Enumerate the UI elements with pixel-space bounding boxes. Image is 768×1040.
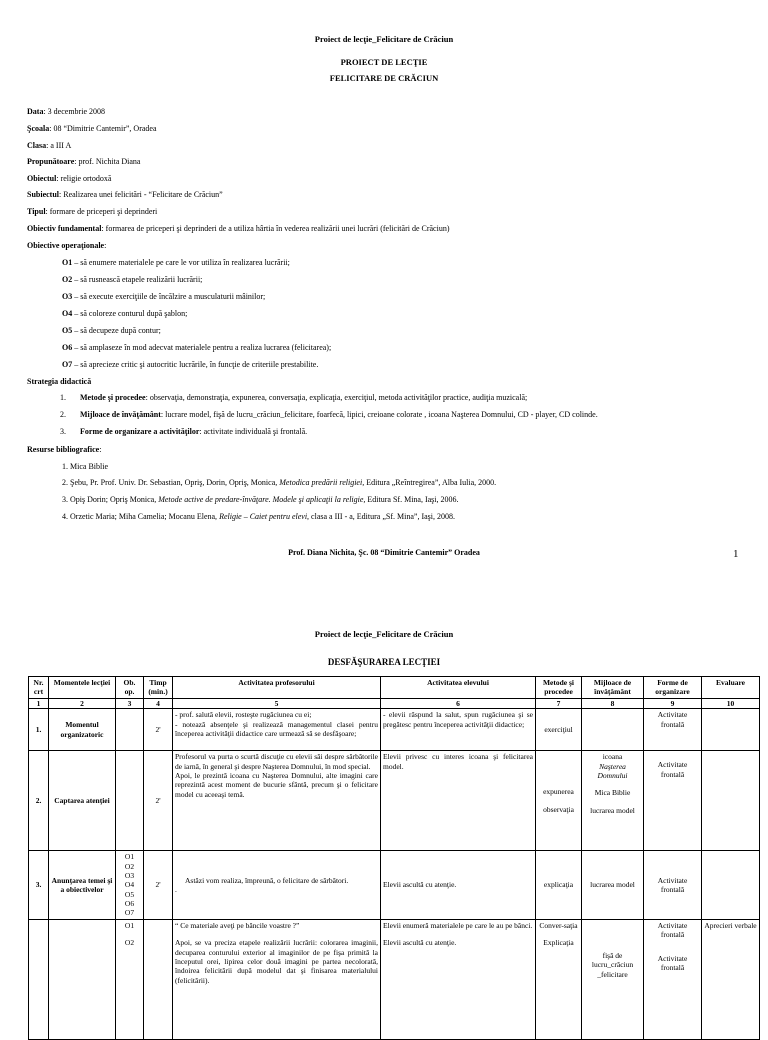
- strategy-label: Forme de organizare a activităţilor: [80, 427, 200, 436]
- time-minutes: 2': [144, 751, 173, 851]
- table-row: [29, 751, 760, 851]
- meta-value: : prof. Nichita Diana: [74, 157, 141, 166]
- strategy-heading: Strategia didactică: [27, 377, 92, 386]
- meta-label: Tipul: [27, 207, 46, 216]
- document-header: Proiect de lecţie_Felicitare de Crăciun: [314, 629, 454, 639]
- teacher-activity: [173, 851, 381, 920]
- teaching-means: [582, 851, 644, 920]
- means-text: Mica Biblie: [594, 788, 631, 798]
- page-title: PROIECT DE LECŢIE: [340, 57, 428, 67]
- means-text: fişă de lucru_crăciun _felicitare: [591, 950, 634, 979]
- meta-line: [27, 241, 747, 251]
- objective-code: O6: [124, 899, 135, 908]
- strategy-value: : activitate individuală şi frontală.: [199, 427, 308, 436]
- objective-code: O5: [62, 326, 73, 335]
- means-text: icoana: [602, 752, 623, 762]
- objective-item: [62, 360, 318, 370]
- table-column-number-row: [29, 698, 760, 708]
- page-subtitle: FELICITARE DE CRĂCIUN: [329, 73, 439, 83]
- column-number: 4: [144, 698, 173, 708]
- meta-value: : 08 “Dimitrie Cantemir”, Oradea: [49, 124, 157, 133]
- meta-label: Obiectiv fundamental: [27, 224, 102, 233]
- meta-line: [27, 141, 747, 151]
- column-number: 3: [116, 698, 144, 708]
- bibliography-title: Religie – Caiet pentru elevi: [219, 512, 308, 521]
- meta-label: Obiectul: [27, 174, 57, 183]
- objective-code: O5: [124, 889, 135, 899]
- form-text: Activitate frontală: [657, 875, 688, 894]
- objective-item: [62, 275, 202, 285]
- student-activity-text: Elevii ascultă cu atenţie.: [383, 938, 457, 948]
- meta-line: [27, 157, 747, 167]
- objective-item: [62, 343, 331, 353]
- spacer: [538, 930, 579, 938]
- objective-item: [62, 309, 187, 319]
- objective-item: [62, 326, 161, 336]
- objective-text: – să execute exerciţiile de încălzire a musculaturii mâinilor;: [72, 292, 266, 301]
- meta-value: : religie ortodoxă: [56, 174, 112, 183]
- means-text: lucrarea model: [590, 805, 635, 815]
- bibliography-item: [62, 512, 455, 522]
- signature-line: Prof. Diana Nichita, Şc. 08 “Dimitrie Cantemir” Oradea: [288, 548, 480, 557]
- objective-item: [62, 258, 290, 268]
- spacer: [383, 930, 533, 938]
- teaching-means: [582, 709, 644, 751]
- student-activity-text: - elevii răspund la salut, spun rugăciunea şi se pregătesc pentru începerea activităţii didactice;: [383, 710, 533, 729]
- objective-text: – să decupeze după contur;: [72, 326, 161, 335]
- form-text: Activitate frontală: [657, 710, 688, 729]
- column-header: Activitatea elevului: [381, 677, 536, 699]
- objective-code: O4: [62, 309, 73, 318]
- meta-line: [27, 107, 747, 117]
- objective-code: O3: [62, 292, 73, 301]
- table-row: [29, 919, 760, 1039]
- form-text: Activitate frontală: [657, 760, 688, 779]
- objective-item: [62, 292, 265, 302]
- strategy-number: 1.: [60, 393, 66, 402]
- bibliography-text: 2. Şebu, Pr. Prof. Univ. Dr. Sebastian, Opriş, Dorin, Opriş, Monica,: [62, 478, 280, 487]
- objective-text: – să amplaseze în mod adecvat materialele pentru a realiza lucrarea (felicitarea);: [72, 343, 332, 352]
- meta-value: : Realizarea unei felicitări - “Felicitare de Crăciun”: [59, 190, 223, 199]
- student-activity-text: Elevii ascultă cu atenţie.: [383, 880, 457, 890]
- column-header: Mijloace de învăţământ: [582, 677, 644, 699]
- student-activity-text: Elevii privesc cu interes icoana şi felicitarea model.: [383, 752, 533, 771]
- column-header: Evaluare: [702, 677, 760, 699]
- objective-code: O2: [124, 861, 135, 871]
- objective-text: – să aprecieze critic şi autocritic lucrările, în funcţie de criteriile prestabilite.: [72, 360, 319, 369]
- bibliography-text: 3. Opiş Dorin; Opriş Monica,: [62, 495, 159, 504]
- objective-code: O7: [124, 908, 135, 918]
- meta-value: : formarea de priceperi şi deprinderi de a utiliza hârtia în vederea realizării unei lucrări (felicitări de Crăciun): [101, 224, 450, 233]
- spacer: [538, 797, 579, 805]
- bibliography-item: [62, 462, 108, 472]
- objective-code: O1: [62, 258, 73, 267]
- bibliography-text: Editura Sf. Mina, Iaşi, 2006.: [365, 495, 459, 504]
- method-text: exerciţiul: [544, 724, 573, 734]
- meta-label: Clasa: [27, 141, 47, 150]
- bibliography-item: [62, 495, 459, 505]
- organization-forms: [644, 851, 702, 920]
- bibliography-text: 4. Orzetic Maria; Miha Camelia; Mocanu Elena,: [62, 512, 220, 521]
- row-number: [29, 919, 49, 1039]
- objective-code: O1: [124, 852, 135, 862]
- strategy-item: [60, 410, 598, 420]
- column-header: Activitatea profesorului: [173, 677, 381, 699]
- column-header: Timp (min.): [144, 677, 173, 699]
- operational-objectives: [116, 851, 144, 920]
- operational-objectives: [116, 919, 144, 1039]
- methods: [536, 751, 582, 851]
- strategy-number: 2.: [60, 410, 66, 419]
- meta-value: : a III A: [46, 141, 72, 150]
- bibliography-item: [62, 478, 496, 488]
- spacer: [584, 798, 641, 806]
- meta-line: [27, 190, 747, 200]
- evaluation: [702, 851, 760, 920]
- bibliography-text: Editura „Reîntregirea”, Alba Iulia, 2000.: [364, 478, 497, 487]
- objective-code: O6: [62, 343, 73, 352]
- meta-label: Subiectul: [27, 190, 60, 199]
- strategy-item: [60, 393, 527, 403]
- spacer: [584, 780, 641, 788]
- methods: [536, 851, 582, 920]
- operational-objectives: [116, 709, 144, 751]
- meta-line: [27, 174, 747, 184]
- column-header: Ob. op.: [116, 677, 144, 699]
- form-text: Activitate frontală: [657, 953, 688, 972]
- teacher-activity: [173, 751, 381, 851]
- column-number: 1: [29, 698, 49, 708]
- objective-code: O7: [62, 360, 73, 369]
- lesson-moment: Captarea atenţiei: [49, 751, 116, 851]
- teaching-means: [582, 919, 644, 1039]
- means-text: lucrarea model: [590, 880, 635, 890]
- student-activity: [381, 919, 536, 1039]
- column-number: 5: [173, 698, 381, 708]
- teacher-activity: [173, 919, 381, 1039]
- meta-value: : 3 decembrie 2008: [43, 107, 105, 116]
- strategy-label: Mijloace de învăţământ: [80, 410, 161, 419]
- column-number: 10: [702, 698, 760, 708]
- table-header-row: [29, 677, 760, 699]
- spacer: [118, 930, 141, 938]
- objective-code: O3: [124, 870, 135, 880]
- bibliography-text: 1. Mica Biblie: [62, 462, 108, 471]
- evaluation: [702, 751, 760, 851]
- teacher-activity-text: Apoi, le prezintă icoana cu Naşterea Domnului, alte imagini care reprezintă acest moment de bucurie sfântă, precum şi o felicitare model cu aceeaşi temă.: [175, 770, 378, 799]
- bibliography-title: Metodica predării religiei,: [279, 478, 365, 487]
- organization-forms: [644, 919, 702, 1039]
- lesson-moment: Anunţarea temei şi a obiectivelor: [49, 851, 116, 920]
- methods: [536, 919, 582, 1039]
- meta-line: [27, 224, 747, 234]
- methods: [536, 709, 582, 751]
- column-header: Forme de organizare: [644, 677, 702, 699]
- organization-forms: [644, 709, 702, 751]
- objective-code: O4: [124, 880, 135, 890]
- page-number: 1: [733, 548, 739, 560]
- objective-code: O2: [124, 938, 135, 948]
- teacher-activity-text: Apoi, se va preciza etapele realizării lucrării: colorarea imaginii, decuparea conturului exterior al imaginilor de pe fişa primită la începutul orei, lipirea celor două imagini pe partea necolorată, îndoirea felicitării după modelul dat şi finisarea materialului (felicitării).: [175, 938, 378, 985]
- strategy-value: : lucrare model, fişă de lucru_crăciun_felicitare, foarfecă, lipici, creioane colorate , icoana Naşterea Domnului, CD - player, CD colinde.: [160, 410, 598, 419]
- objective-code: O2: [62, 275, 73, 284]
- evaluation-text: Aprecieri verbale: [704, 920, 757, 930]
- teacher-activity: [173, 709, 381, 751]
- row-number: 1.: [29, 709, 49, 751]
- teacher-activity-text: Profesorul va purta o scurtă discuţie cu elevii săi despre sărbătorile de iarnă, în general şi despre Naşterea Domnului, în mod special.: [175, 752, 378, 771]
- meta-value: :: [104, 241, 107, 250]
- lesson-table: [28, 676, 760, 1040]
- evaluation: [702, 709, 760, 751]
- strategy-label: Metode şi procedee: [80, 393, 146, 402]
- spacer: [646, 752, 699, 760]
- method-text: expunerea: [543, 787, 574, 797]
- document-header: Proiect de lecţie_Felicitare de Crăciun: [314, 34, 454, 44]
- teaching-means: [582, 751, 644, 851]
- section-title: DESFĂŞURAREA LECŢIEI: [327, 657, 441, 667]
- resources-heading: Resurse bibliografice:: [27, 445, 102, 454]
- means-text: Naşterea Domnului: [597, 761, 628, 780]
- lesson-moment: [49, 919, 116, 1039]
- method-text: explicaţia: [543, 880, 574, 890]
- bibliography-text: , clasa a III - a, Editura „Sf. Mina”, Iaşi, 2008.: [307, 512, 455, 521]
- column-number: 7: [536, 698, 582, 708]
- meta-label: Şcoala: [27, 124, 50, 133]
- meta-line: [27, 124, 747, 134]
- student-activity-text: Elevii enumeră materialele pe care le au pe bănci.: [383, 920, 533, 930]
- document-page-2: [0, 575, 768, 1024]
- objective-text: – să coloreze conturul după şablon;: [72, 309, 188, 318]
- method-text: observaţia: [543, 804, 574, 814]
- table-row: [29, 851, 760, 920]
- student-activity: [381, 851, 536, 920]
- column-number: 2: [49, 698, 116, 708]
- meta-value: : formare de priceperi şi deprinderi: [45, 207, 158, 216]
- strategy-value: : observaţia, demonstraţia, expunerea, conversaţia, explicaţia, exerciţiul, metoda activităţilor practice, audiţia muzicală;: [145, 393, 528, 402]
- objective-text: – să rusnească etapele realizării lucrării;: [72, 275, 203, 284]
- column-number: 9: [644, 698, 702, 708]
- organization-forms: [644, 751, 702, 851]
- column-number: 6: [381, 698, 536, 708]
- column-header: Momentele lecţiei: [49, 677, 116, 699]
- meta-label: Propunătoare: [27, 157, 75, 166]
- time-minutes: [144, 919, 173, 1039]
- method-text: Explicaţia: [543, 938, 574, 948]
- student-activity: [381, 751, 536, 851]
- strategy-item: [60, 427, 307, 437]
- column-header: Metode şi procedee: [536, 677, 582, 699]
- table-row: [29, 709, 760, 751]
- operational-objectives: [116, 751, 144, 851]
- teacher-activity-text: .: [175, 884, 177, 894]
- objective-code: O1: [124, 920, 135, 930]
- teacher-activity-text: “ Ce materiale aveţi pe băncile voastre ?”: [175, 920, 300, 930]
- form-text: Activitate frontală: [657, 920, 688, 940]
- objective-text: – să enumere materialele pe care le vor utiliza în realizarea lucrării;: [72, 258, 290, 267]
- row-number: 2.: [29, 751, 49, 851]
- meta-label: Data: [27, 107, 44, 116]
- lesson-moment: Momentul organizatoric: [49, 709, 116, 751]
- column-header: Nr. crt: [29, 677, 49, 699]
- meta-label: Obiective operaţionale: [27, 241, 105, 250]
- evaluation: [702, 919, 760, 1039]
- teacher-activity-text: Astăzi vom realiza, împreună, o felicitare de sărbători.: [185, 875, 349, 885]
- spacer: [175, 930, 378, 938]
- spacer: [584, 921, 641, 951]
- method-text: Conver-saţia: [539, 920, 578, 930]
- time-minutes: 2': [144, 851, 173, 920]
- student-activity: [381, 709, 536, 751]
- row-number: 3.: [29, 851, 49, 920]
- time-minutes: 2': [144, 709, 173, 751]
- teacher-activity-text: - notează absenţele şi realizează managementul clasei pentru începerea activităţii didactice care urmează să se desfăşoare;: [175, 719, 378, 738]
- meta-line: [27, 207, 747, 217]
- bibliography-title: Metode active de predare-învăţare. Modele şi aplicaţii la religie,: [158, 495, 366, 504]
- strategy-number: 3.: [60, 427, 66, 436]
- column-number: 8: [582, 698, 644, 708]
- teacher-activity-text: - prof. salută elevii, rosteşte rugăciunea cu ei;: [175, 710, 312, 720]
